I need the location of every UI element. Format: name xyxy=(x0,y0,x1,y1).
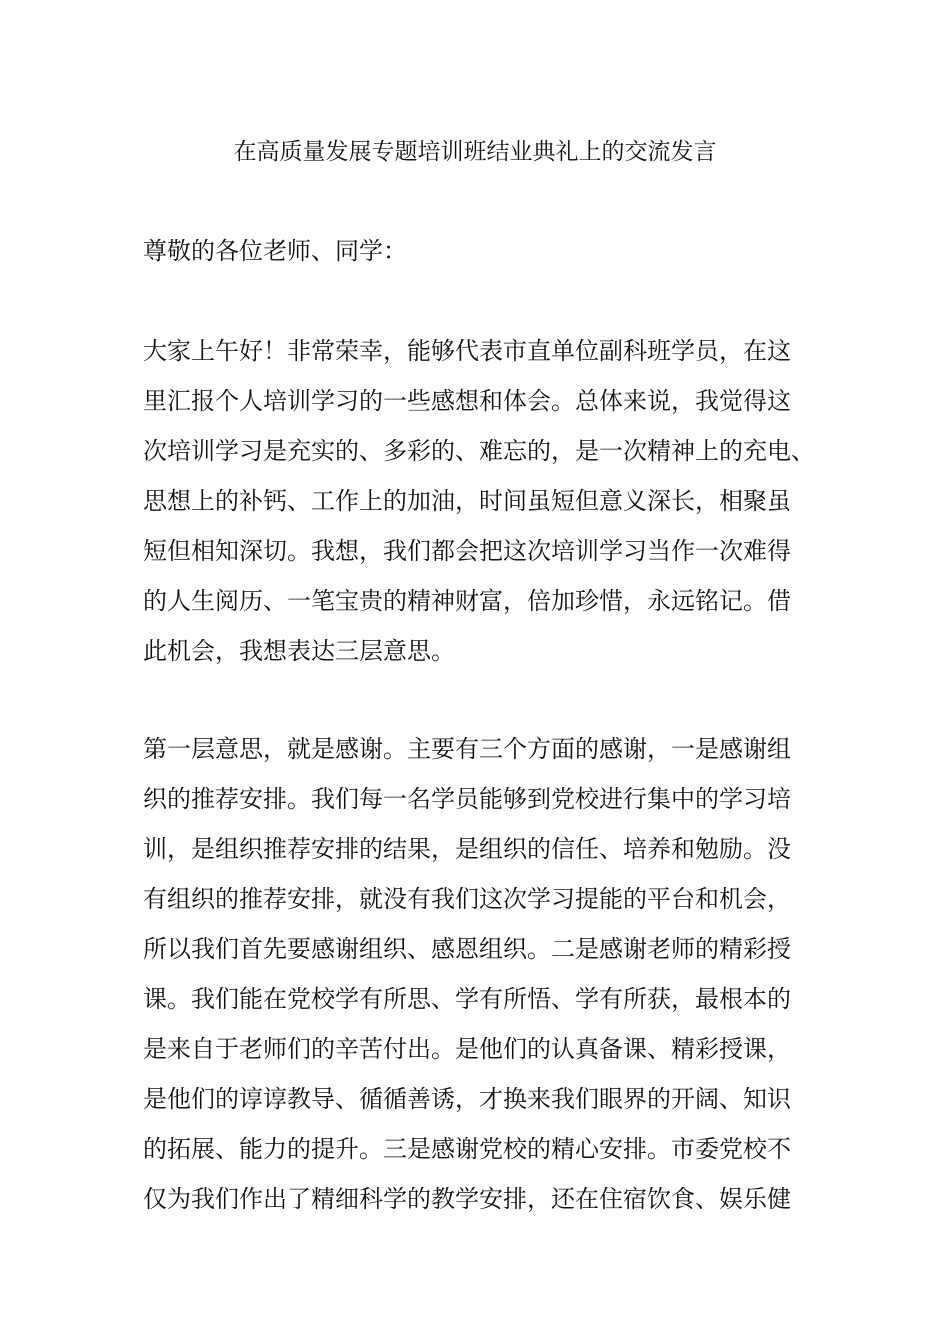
paragraph-line: 是来自于老师们的辛苦付出。是他们的认真备课、精彩授课， xyxy=(143,1035,791,1063)
paragraph-line: 第一层意思，就是感谢。主要有三个方面的感谢，一是感谢组 xyxy=(143,735,791,763)
paragraph-line: 思想上的补钙、工作上的加油，时间虽短但意义深长，相聚虽 xyxy=(143,487,791,515)
paragraph-line: 次培训学习是充实的、多彩的、难忘的，是一次精神上的充电、 xyxy=(143,437,815,465)
paragraph-line: 里汇报个人培训学习的一些感想和体会。总体来说，我觉得这 xyxy=(143,387,791,415)
salutation: 尊敬的各位老师、同学： xyxy=(143,237,407,265)
paragraph-line: 课。我们能在党校学有所思、学有所悟、学有所获，最根本的 xyxy=(143,985,791,1013)
document-title: 在高质量发展专题培训班结业典礼上的交流发言 xyxy=(233,139,717,165)
paragraph-line: 大家上午好！非常荣幸，能够代表市直单位副科班学员，在这 xyxy=(143,337,791,365)
paragraph-line: 仅为我们作出了精细科学的教学安排，还在住宿饮食、娱乐健 xyxy=(143,1185,791,1213)
paragraph-line: 此机会，我想表达三层意思。 xyxy=(143,637,455,665)
paragraph-line: 的人生阅历、一笔宝贵的精神财富，倍加珍惜，永远铭记。借 xyxy=(143,587,791,615)
paragraph-1 xyxy=(143,326,823,676)
paragraph-line: 所以我们首先要感谢组织、感恩组织。二是感谢老师的精彩授 xyxy=(143,935,791,963)
paragraph-line: 是他们的谆谆教导、循循善诱，才换来我们眼界的开阔、知识 xyxy=(143,1085,791,1113)
paragraph-2 xyxy=(143,724,823,1224)
paragraph-line: 短但相知深切。我想，我们都会把这次培训学习当作一次难得 xyxy=(143,537,791,565)
paragraph-line: 训，是组织推荐安排的结果，是组织的信任、培养和勉励。没 xyxy=(143,835,791,863)
paragraph-line: 的拓展、能力的提升。三是感谢党校的精心安排。市委党校不 xyxy=(143,1135,791,1163)
paragraph-line: 织的推荐安排。我们每一名学员能够到党校进行集中的学习培 xyxy=(143,785,791,813)
paragraph-line: 有组织的推荐安排，就没有我们这次学习提能的平台和机会， xyxy=(143,885,791,913)
